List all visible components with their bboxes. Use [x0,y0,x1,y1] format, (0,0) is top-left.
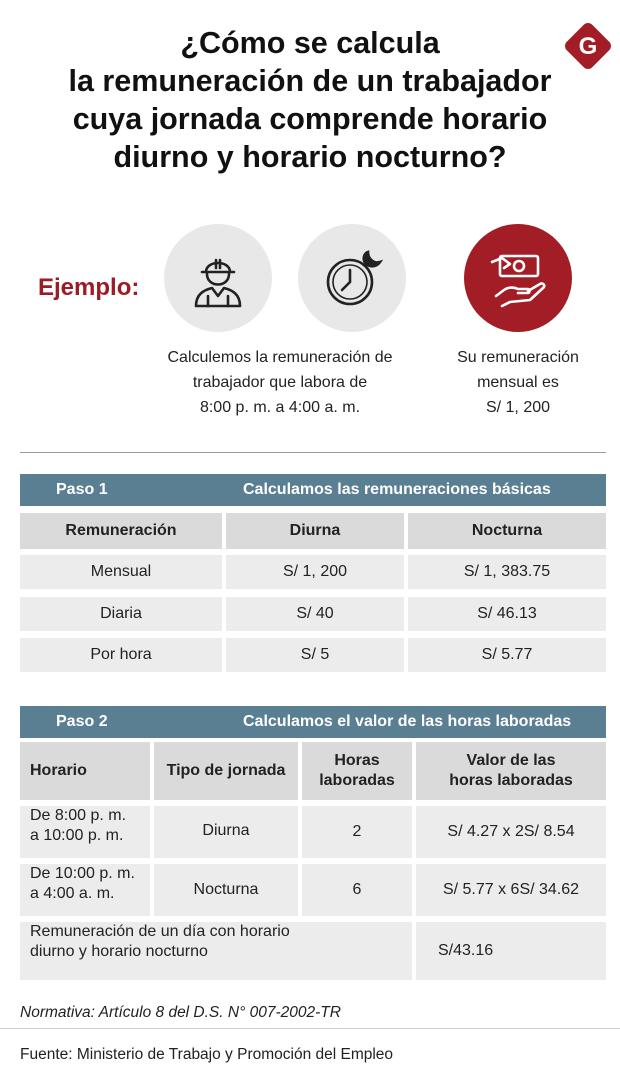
legal-note: Normativa: Artículo 8 del D.S. N° 007-2002-TR [20,1004,341,1021]
title-line: la remuneración de un trabajador [68,64,552,98]
title-line: ¿Cómo se calcula [180,26,440,60]
table-cell [20,864,150,916]
caption-line: Su remuneración [457,349,579,366]
total-label [20,922,412,980]
cell-line: diurno y horario nocturno [30,943,208,960]
title-line: cuya jornada comprende horario [72,102,548,136]
table-cell: Por hora [20,638,222,672]
table-cell: 2 [302,806,412,858]
cell-line: a 4:00 a. m. [30,885,115,902]
cell-line: De 8:00 p. m. [30,807,127,824]
caption-line: S/ 1, 200 [485,399,551,416]
title-line: diurno y horario nocturno? [113,140,507,174]
clock-moon-icon [320,246,384,310]
step2-col-header [416,742,606,800]
step1-heading: Calculamos las remuneraciones básicas [243,481,551,498]
table-cell: S/ 1, 383.75 [408,555,606,589]
step1-label: Paso 1 [56,481,108,498]
source-text: Fuente: Ministerio de Trabajo y Promoción del Empleo [20,1046,394,1063]
caption-line: mensual es [477,374,559,391]
table-cell: S/ 1, 200 [226,555,404,589]
salary-caption [430,345,606,420]
step2-label: Paso 2 [56,713,108,730]
logo-letter: G [578,33,598,60]
example-caption [140,345,420,420]
worker-circle [164,224,272,332]
header-line: laboradas [319,772,395,789]
cell-line: a 10:00 p. m. [30,827,124,844]
table-cell: S/ 40 [226,597,404,631]
example-label: Ejemplo: [38,274,140,301]
table-cell: S/ 5 [226,638,404,672]
step2-heading: Calculamos el valor de las horas laboradas [243,713,572,730]
step2-bar [20,706,606,738]
step1-bar [20,474,606,506]
table-cell: Diaria [20,597,222,631]
table-cell: Nocturna [154,864,298,916]
money-hand-icon [486,246,550,310]
table-cell: S/ 4.27 x 2S/ 8.54 [416,806,606,858]
step1-col-header: Diurna [226,513,404,549]
section-divider [20,452,606,453]
caption-line: trabajador que labora de [192,374,368,391]
money-circle [464,224,572,332]
clock-circle [298,224,406,332]
header-line: Valor de las [466,752,556,769]
step2-col-header: Horario [20,742,150,800]
worker-icon [186,246,250,310]
caption-line: Calculemos la remuneración de [167,349,393,366]
table-cell: 6 [302,864,412,916]
step2-col-header [302,742,412,800]
header-line: horas laboradas [449,772,573,789]
table-cell: S/ 5.77 x 6S/ 34.62 [416,864,606,916]
step2-col-header: Tipo de jornada [154,742,298,800]
cell-line: De 10:00 p. m. [30,865,135,882]
step1-col-header: Remuneración [20,513,222,549]
footer-divider [0,1028,620,1029]
table-cell: Diurna [154,806,298,858]
header-line: Horas [334,752,380,769]
cell-line: Remuneración de un día con horario [30,923,290,940]
caption-line: 8:00 p. m. a 4:00 a. m. [199,399,361,416]
table-cell: S/ 46.13 [408,597,606,631]
table-cell [20,806,150,858]
table-cell: S/ 5.77 [408,638,606,672]
step1-col-header: Nocturna [408,513,606,549]
page-title [0,24,620,176]
g-logo-icon [562,20,614,72]
table-cell: Mensual [20,555,222,589]
total-value: S/43.16 [416,922,606,980]
